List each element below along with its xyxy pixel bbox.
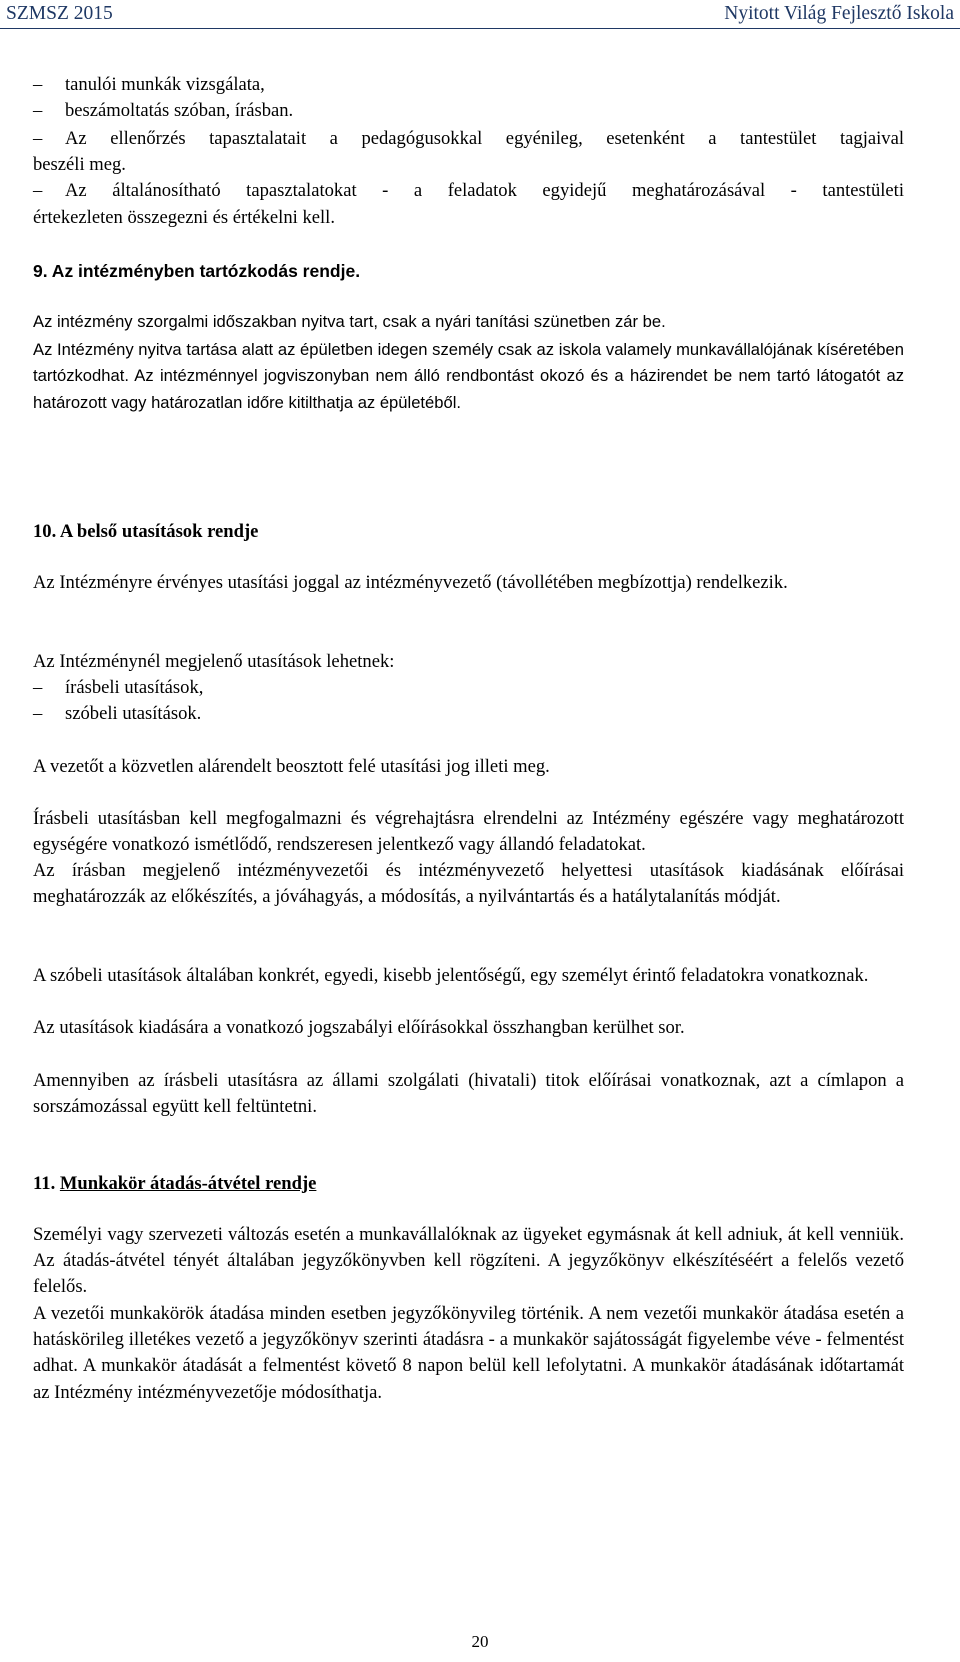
dash-bullet: – bbox=[33, 703, 43, 724]
section-heading-9: 9. Az intézményben tartózkodás rendje. bbox=[33, 261, 361, 281]
header-document-code: SZMSZ 2015 bbox=[6, 3, 113, 24]
list-item bbox=[33, 126, 904, 152]
list-item bbox=[33, 98, 904, 124]
list-item-continuation: beszéli meg. bbox=[33, 154, 126, 175]
section-heading-10: 10. A belső utasítások rendje bbox=[33, 521, 259, 542]
list-item-text: írásbeli utasítások, bbox=[65, 677, 204, 698]
list-item bbox=[33, 675, 904, 701]
paragraph: Az utasítások kiadására a vonatkozó jogszabályi előírásokkal összhangban kerülhet sor. bbox=[33, 1017, 685, 1038]
list-item-text: tanulói munkák vizsgálata, bbox=[65, 74, 265, 95]
list-item-text: Az ellenőrzés tapasztalatait a pedagógusokkal egyénileg, esetenként a tantestület tagjaival bbox=[65, 128, 904, 149]
dash-bullet: – bbox=[33, 74, 43, 95]
paragraph: Az írásban megjelenő intézményvezetői és intézményvezető helyettesi utasítások kiadásának előírásai meghatározzák az előkészítés, a jóváhagyás, a módosítás, a nyilvántartás és a hatálytalanítás módját. bbox=[33, 860, 904, 908]
paragraph: A vezetői munkakörök átadása minden esetben jegyzőkönyvileg történik. A nem vezetői munkakör átadása esetén a hatáskörileg illetékes vezető a jegyzőkönyv szerinti átadásra - a munkakör sajátosságát figyelembe véve - felmentést adhat. A munkakör átadását a felmentést követő 8 napon belül kell lefolytatni. A munkakör átadásának időtartamát az Intézmény intézményvezetője módosíthatja. bbox=[33, 1303, 904, 1403]
paragraph: Amennyiben az írásbeli utasításra az állami szolgálati (hivatali) titok előírásai vonatkoznak, azt a címlapon a sorszámozással együtt kell feltüntetni. bbox=[33, 1070, 904, 1118]
header-rule bbox=[0, 28, 960, 29]
paragraph: Írásbeli utasításban kell megfogalmazni és végrehajtásra elrendelni az Intézmény egészére vagy meghatározott egységére vonatkozó ismétlődő, rendszeresen jelentkező vagy állandó feladatokat. bbox=[33, 808, 904, 856]
page-number: 20 bbox=[471, 1632, 489, 1651]
section-heading-number: 11. bbox=[33, 1173, 56, 1194]
list-item-text: Az általánosítható tapasztalatokat - a feladatok egyidejű meghatározásával - tantestületi bbox=[65, 180, 904, 201]
list-item-text: beszámoltatás szóban, írásban. bbox=[65, 100, 294, 121]
dash-bullet: – bbox=[33, 128, 43, 149]
paragraph: Személyi vagy szervezeti változás esetén a munkavállalóknak az ügyeket egymásnak át kell adniuk, át kell venniük. Az átadás-átvétel tényét általában jegyzőkönyvben kell rögzíteni. A jegyzőkönyv elkészítéséért a felelős vezető felelős. bbox=[33, 1224, 904, 1298]
paragraph: A vezetőt a közvetlen alárendelt beosztott felé utasítási jog illeti meg. bbox=[33, 756, 550, 777]
dash-bullet: – bbox=[33, 180, 43, 201]
paragraph: Az Intézmény nyitva tartása alatt az épületben idegen személy csak az iskola valamely munkavállalójának kíséretében tartózkodhat. Az intézménnyel jogviszonyban nem álló rendbontást okozó és a házirendet be nem tartó látogatót az határozott vagy határozatlan időre kitilthatja az épületéből. bbox=[33, 340, 904, 412]
list-item bbox=[33, 701, 904, 727]
header-school-name: Nyitott Világ Fejlesztő Iskola bbox=[724, 3, 954, 24]
dash-bullet: – bbox=[33, 677, 43, 698]
list-item-continuation: értekezleten összegezni és értékelni kell. bbox=[33, 207, 335, 228]
section-heading-title: Munkakör átadás-átvétel rendje bbox=[59, 1173, 317, 1194]
list-item bbox=[33, 72, 904, 98]
paragraph: Az intézmény szorgalmi időszakban nyitva tart, csak a nyári tanítási szünetben zár be. bbox=[33, 312, 666, 331]
list-item-text: szóbeli utasítások. bbox=[65, 703, 202, 724]
page-header bbox=[0, 0, 960, 30]
paragraph: Az Intézménynél megjelenő utasítások lehetnek: bbox=[33, 651, 395, 672]
paragraph: Az Intézményre érvényes utasítási joggal az intézményvezető (távollétében megbízottja) rendelkezik. bbox=[33, 572, 788, 593]
paragraph: A szóbeli utasítások általában konkrét, egyedi, kisebb jelentőségű, egy személyt érintő feladatokra vonatkoznak. bbox=[33, 965, 869, 986]
section-heading-11 bbox=[33, 1171, 904, 1197]
list-item bbox=[33, 178, 904, 204]
dash-bullet: – bbox=[33, 100, 43, 121]
